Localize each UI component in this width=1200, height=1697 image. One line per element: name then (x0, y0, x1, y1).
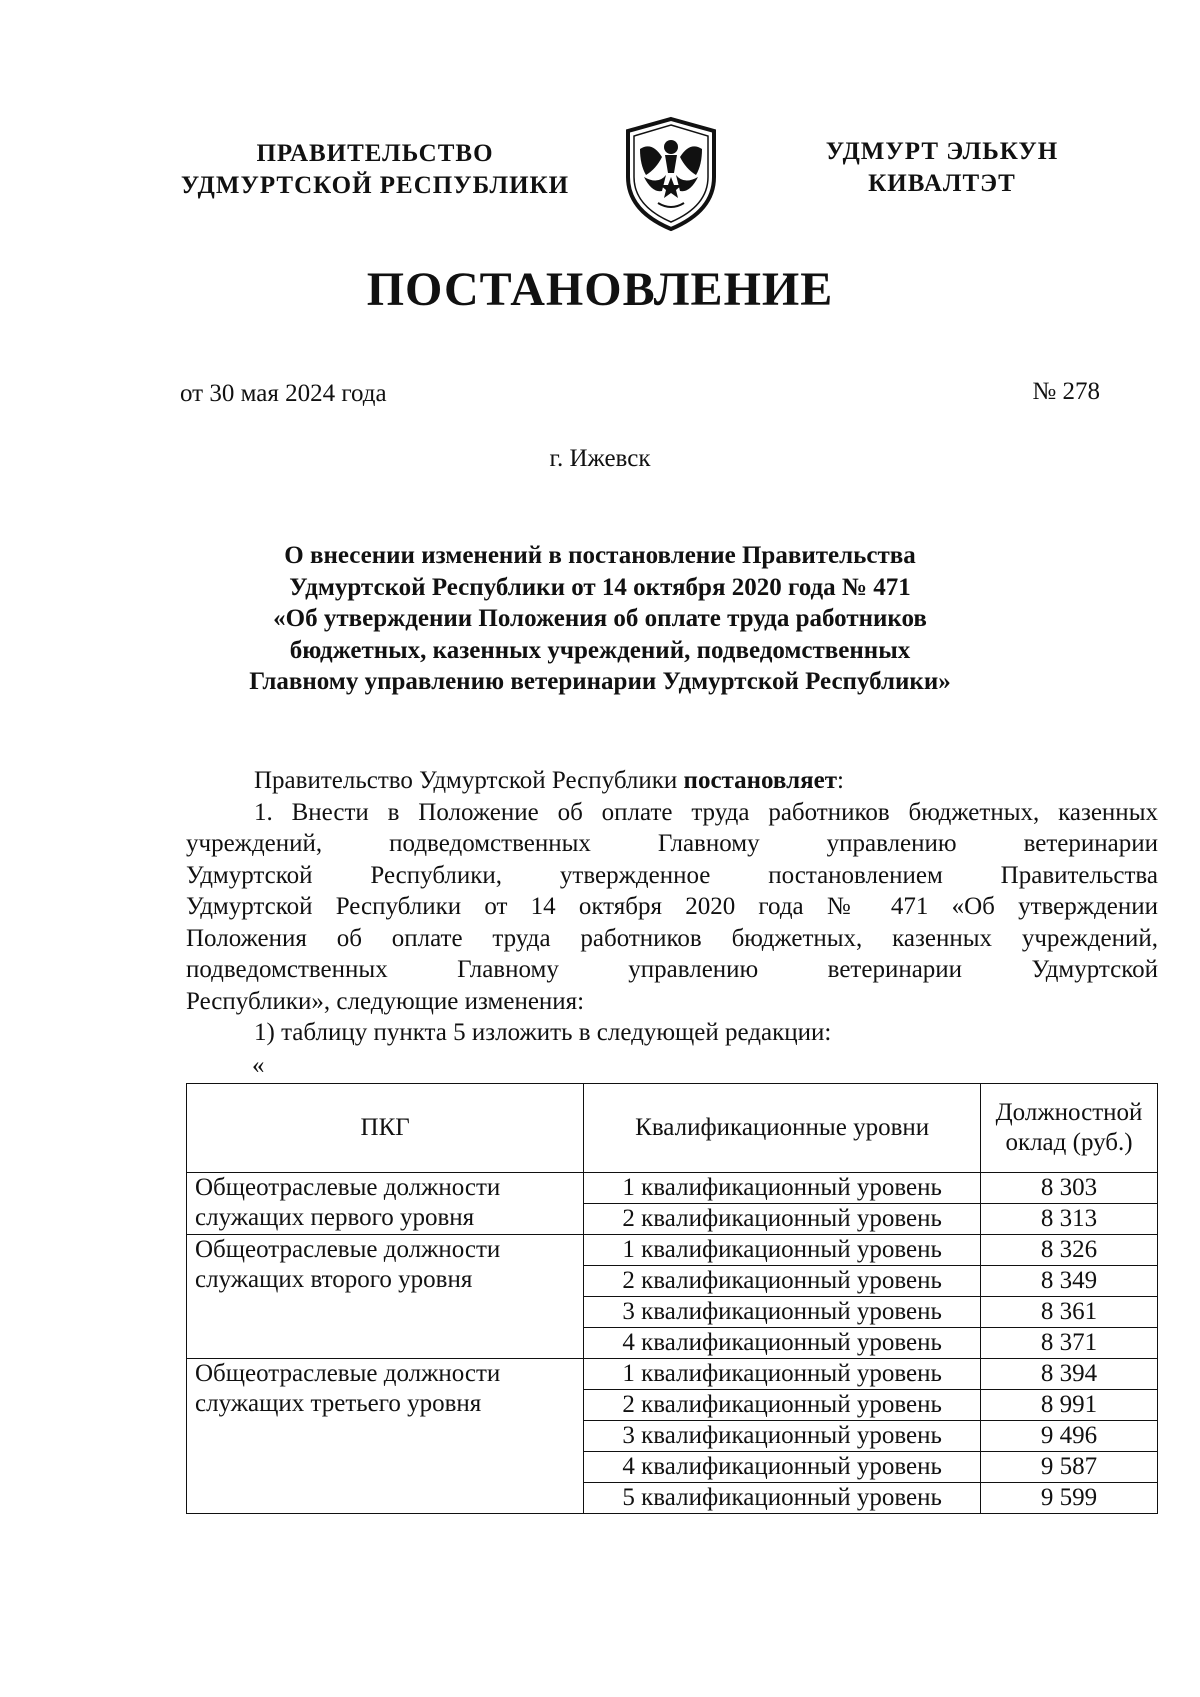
subject-line: «Об утверждении Положения об оплате труда работников (273, 605, 927, 632)
point1-line: подведомственных Главному управлению ветеринарии Удмуртской (186, 956, 1158, 983)
document-number: № 278 (1032, 378, 1100, 405)
table-header-row (187, 1084, 1158, 1173)
level-cell: 4 квалификационный уровень (584, 1452, 981, 1483)
table-row (187, 1235, 1158, 1266)
level-cell: 5 квалификационный уровень (584, 1483, 981, 1514)
point1-line: Удмуртской Республики от 14 октября 2020 года № 471 «Об утверждении (186, 893, 1158, 920)
government-name-udmurt (792, 136, 1092, 200)
level-cell: 2 квалификационный уровень (584, 1266, 981, 1297)
level-cell: 3 квалификационный уровень (584, 1297, 981, 1328)
header-salary: Должностной оклад (руб.) (981, 1084, 1158, 1173)
salary-table (186, 1083, 1158, 1514)
header-pkg: ПКГ (187, 1084, 584, 1173)
salary-cell: 8 991 (981, 1390, 1158, 1421)
subpoint1: 1) таблицу пункта 5 изложить в следующей редакции: (254, 1019, 832, 1046)
document-body (186, 765, 1158, 1049)
document-city: г. Ижевск (549, 445, 651, 472)
salary-cell: 8 303 (981, 1173, 1158, 1204)
level-cell: 4 квалификационный уровень (584, 1328, 981, 1359)
point1-line: Положения об оплате труда работников бюджетных, казенных учреждений, (186, 924, 1158, 952)
government-name-russian (160, 138, 590, 202)
salary-cell: 9 587 (981, 1452, 1158, 1483)
salary-cell: 9 496 (981, 1421, 1158, 1452)
salary-cell: 8 394 (981, 1359, 1158, 1390)
table-row (187, 1359, 1158, 1390)
level-cell: 2 квалификационный уровень (584, 1204, 981, 1235)
intro-paragraph (186, 765, 1158, 797)
subject-line: Главному управлению ветеринарии Удмуртской Республики» (249, 668, 951, 695)
intro-verb: постановляет (683, 767, 838, 794)
salary-cell: 8 326 (981, 1235, 1158, 1266)
level-cell: 2 квалификационный уровень (584, 1390, 981, 1421)
group-name-cell: Общеотраслевые должности служащих второго уровня (187, 1235, 584, 1359)
government-name-line-2: УДМУРТСКОЙ РЕСПУБЛИКИ (180, 172, 570, 199)
salary-cell: 8 349 (981, 1266, 1158, 1297)
header-levels: Квалификационные уровни (584, 1084, 981, 1173)
group-name-cell: Общеотраслевые должности служащих первого уровня (187, 1173, 584, 1235)
level-cell: 1 квалификационный уровень (584, 1235, 981, 1266)
point1-line: 1. Внести в Положение об оплате труда работников бюджетных, казенных (254, 798, 1158, 826)
document-title: ПОСТАНОВЛЕНИЕ (366, 263, 834, 316)
government-name-udmurt-line-2: КИВАЛТЭТ (868, 170, 1016, 197)
level-cell: 3 квалификационный уровень (584, 1421, 981, 1452)
document-date: от 30 мая 2024 года (180, 380, 387, 407)
salary-cell: 9 599 (981, 1483, 1158, 1514)
salary-cell: 8 313 (981, 1204, 1158, 1235)
coat-of-arms-icon (618, 115, 724, 233)
table-row (187, 1173, 1158, 1204)
point1-line: Удмуртской Республики, утвержденное постановлением Правительства (186, 861, 1158, 889)
salary-cell: 8 371 (981, 1328, 1158, 1359)
subject-line: бюджетных, казенных учреждений, подведомственных (289, 636, 911, 664)
point1-line: Республики», следующие изменения: (186, 987, 585, 1015)
group-name-cell: Общеотраслевые должности служащих третьего уровня (187, 1359, 584, 1514)
subject-line: О внесении изменений в постановление Правительства (284, 542, 916, 569)
government-name-udmurt-line-1: УДМУРТ ЭЛЬКУН (825, 138, 1059, 165)
subject-line: Удмуртской Республики от 14 октября 2020 года № 471 (289, 573, 911, 601)
level-cell: 1 квалификационный уровень (584, 1173, 981, 1204)
salary-cell: 8 361 (981, 1297, 1158, 1328)
intro-text: Правительство Удмуртской Республики (254, 767, 684, 794)
level-cell: 1 квалификационный уровень (584, 1359, 981, 1390)
open-quote-mark: « (252, 1052, 265, 1079)
document-subject (200, 540, 1000, 698)
intro-colon: : (837, 767, 844, 794)
government-name-line-1: ПРАВИТЕЛЬСТВО (256, 140, 494, 167)
point1-line: учреждений, подведомственных Главному управлению ветеринарии (186, 830, 1158, 857)
